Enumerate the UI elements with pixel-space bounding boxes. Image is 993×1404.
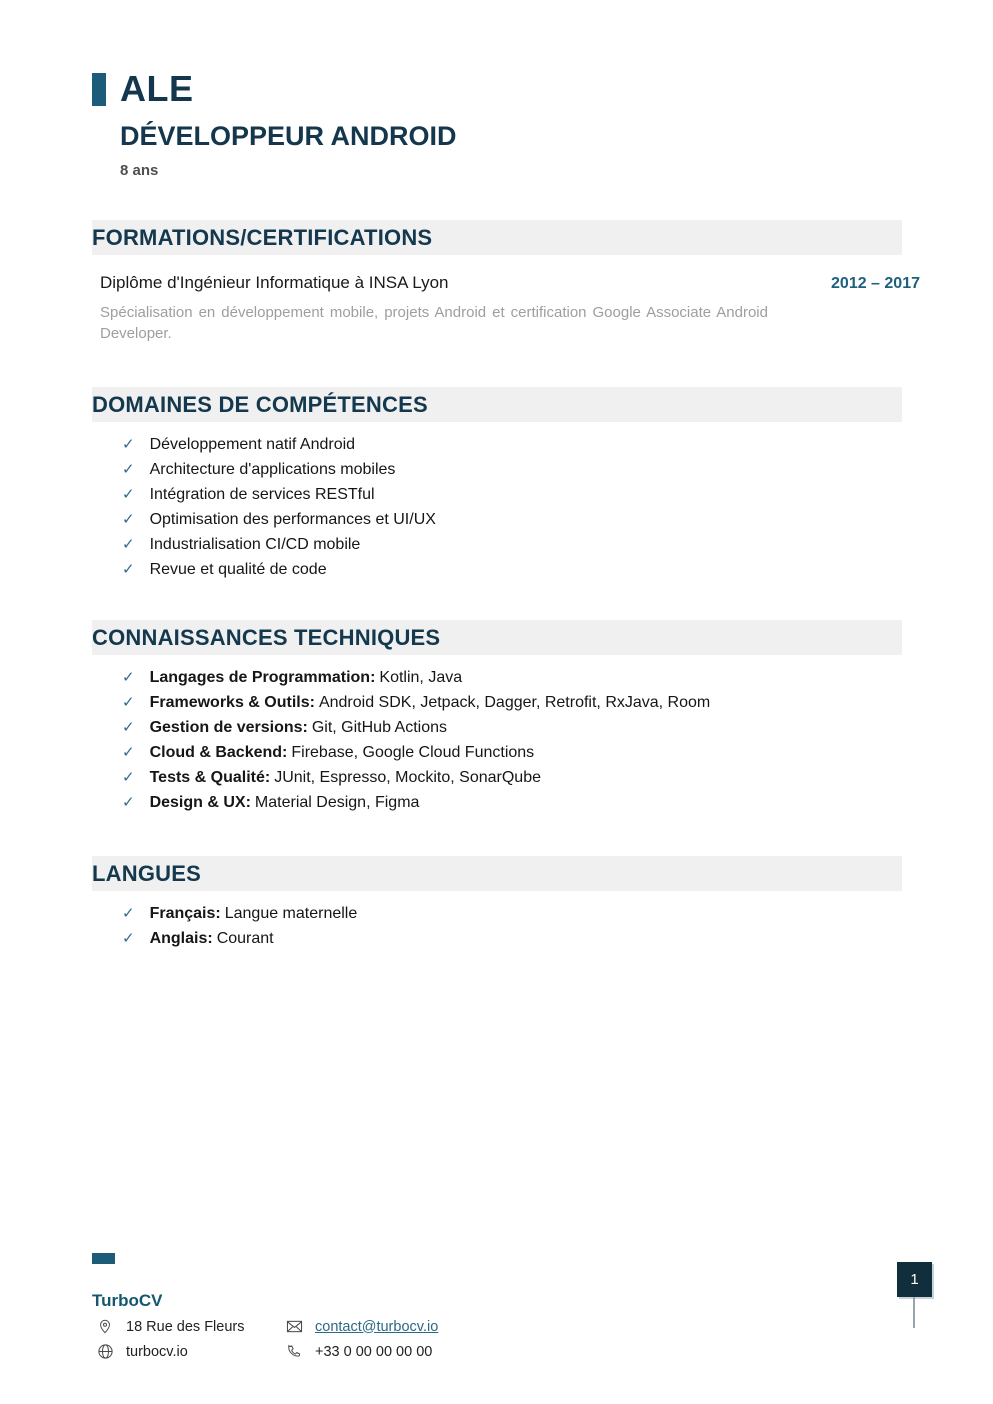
section-domaines xyxy=(92,387,920,582)
list-item xyxy=(122,790,920,815)
job-title: DÉVELOPPEUR ANDROID xyxy=(120,121,457,151)
education-entry-row xyxy=(100,271,920,295)
list-item xyxy=(122,507,920,532)
tech-value: Firebase, Google Cloud Functions xyxy=(291,744,535,761)
list-item xyxy=(122,665,920,690)
education-dates: 2012 – 2017 xyxy=(831,275,920,292)
check-icon: ✓ xyxy=(122,461,135,478)
tech-value: Material Design, Figma xyxy=(254,794,420,811)
tech-label: Gestion de versions: xyxy=(149,719,308,736)
skill-text: Optimisation des performances et UI/UX xyxy=(149,511,436,528)
section-langues xyxy=(92,856,920,951)
page-number-badge: 1 xyxy=(897,1262,932,1297)
check-icon: ✓ xyxy=(122,536,135,553)
section-heading-connaissances: CONNAISSANCES TECHNIQUES xyxy=(92,620,902,655)
list-item xyxy=(122,901,920,926)
section-heading-langues: LANGUES xyxy=(92,856,902,891)
check-icon: ✓ xyxy=(122,669,135,686)
section-heading-domaines: DOMAINES DE COMPÉTENCES xyxy=(92,387,902,422)
list-item xyxy=(122,926,920,951)
list-item xyxy=(122,715,920,740)
tech-value: Android SDK, Jetpack, Dagger, Retrofit, RxJava, Room xyxy=(318,694,711,711)
language-label: Anglais: xyxy=(149,930,213,947)
contact-phone xyxy=(285,1339,438,1364)
check-icon: ✓ xyxy=(122,511,135,528)
location-pin-icon xyxy=(96,1318,114,1335)
tech-value: Git, GitHub Actions xyxy=(311,719,448,736)
skill-text: Développement natif Android xyxy=(149,436,356,453)
contact-website xyxy=(92,1339,285,1364)
globe-icon xyxy=(96,1343,114,1360)
address-text: 18 Rue des Fleurs xyxy=(126,1318,245,1335)
skill-text: Industrialisation CI/CD mobile xyxy=(149,536,361,553)
phone-text: +33 0 00 00 00 00 xyxy=(315,1343,433,1360)
footer-contacts xyxy=(92,1314,438,1364)
list-item xyxy=(122,765,920,790)
section-heading-formations: FORMATIONS/CERTIFICATIONS xyxy=(92,220,902,255)
tech-label: Design & UX: xyxy=(149,794,251,811)
languages-list xyxy=(122,901,920,951)
education-description: Spécialisation en développement mobile, projets Android et certification Google Associate Android Developer. xyxy=(100,304,768,342)
list-item xyxy=(122,740,920,765)
skill-text: Intégration de services RESTful xyxy=(149,486,375,503)
check-icon: ✓ xyxy=(122,561,135,578)
check-icon: ✓ xyxy=(122,486,135,503)
envelope-icon xyxy=(285,1319,303,1334)
list-item xyxy=(122,690,920,715)
candidate-name: ALE xyxy=(120,68,194,109)
skills-list xyxy=(122,432,920,582)
tech-value: JUnit, Espresso, Mockito, SonarQube xyxy=(274,769,541,786)
contact-address xyxy=(92,1314,285,1339)
accent-bar xyxy=(92,73,106,106)
footer-accent-bar xyxy=(92,1253,115,1264)
list-item xyxy=(122,482,920,507)
education-title: Diplôme d'Ingénieur Informatique à INSA Lyon xyxy=(100,273,449,292)
language-value: Langue maternelle xyxy=(224,905,358,922)
language-label: Français: xyxy=(149,905,221,922)
page-number-line xyxy=(913,1297,915,1328)
education-entry xyxy=(100,271,920,344)
list-item xyxy=(122,557,920,582)
check-icon: ✓ xyxy=(122,794,135,811)
list-item xyxy=(122,457,920,482)
check-icon: ✓ xyxy=(122,769,135,786)
section-connaissances xyxy=(92,620,920,815)
header xyxy=(92,68,457,179)
experience-years: 8 ans xyxy=(120,162,159,179)
list-item xyxy=(122,532,920,557)
tech-value: Kotlin, Java xyxy=(379,669,463,686)
tech-label: Tests & Qualité: xyxy=(149,769,271,786)
check-icon: ✓ xyxy=(122,719,135,736)
check-icon: ✓ xyxy=(122,436,135,453)
email-link[interactable]: contact@turbocv.io xyxy=(315,1318,439,1335)
skill-text: Revue et qualité de code xyxy=(149,561,327,578)
website-text: turbocv.io xyxy=(126,1343,188,1360)
check-icon: ✓ xyxy=(122,930,135,947)
tech-label: Langages de Programmation: xyxy=(149,669,376,686)
tech-list xyxy=(122,665,920,815)
check-icon: ✓ xyxy=(122,694,135,711)
check-icon: ✓ xyxy=(122,905,135,922)
section-formations xyxy=(92,220,920,344)
name-row xyxy=(92,68,457,109)
contact-email xyxy=(285,1314,438,1339)
footer-brand: TurboCV xyxy=(92,1291,163,1310)
list-item xyxy=(122,432,920,457)
skill-text: Architecture d'applications mobiles xyxy=(149,461,396,478)
phone-icon xyxy=(285,1344,303,1360)
tech-label: Frameworks & Outils: xyxy=(149,694,315,711)
language-value: Courant xyxy=(216,930,274,947)
check-icon: ✓ xyxy=(122,744,135,761)
tech-label: Cloud & Backend: xyxy=(149,744,288,761)
